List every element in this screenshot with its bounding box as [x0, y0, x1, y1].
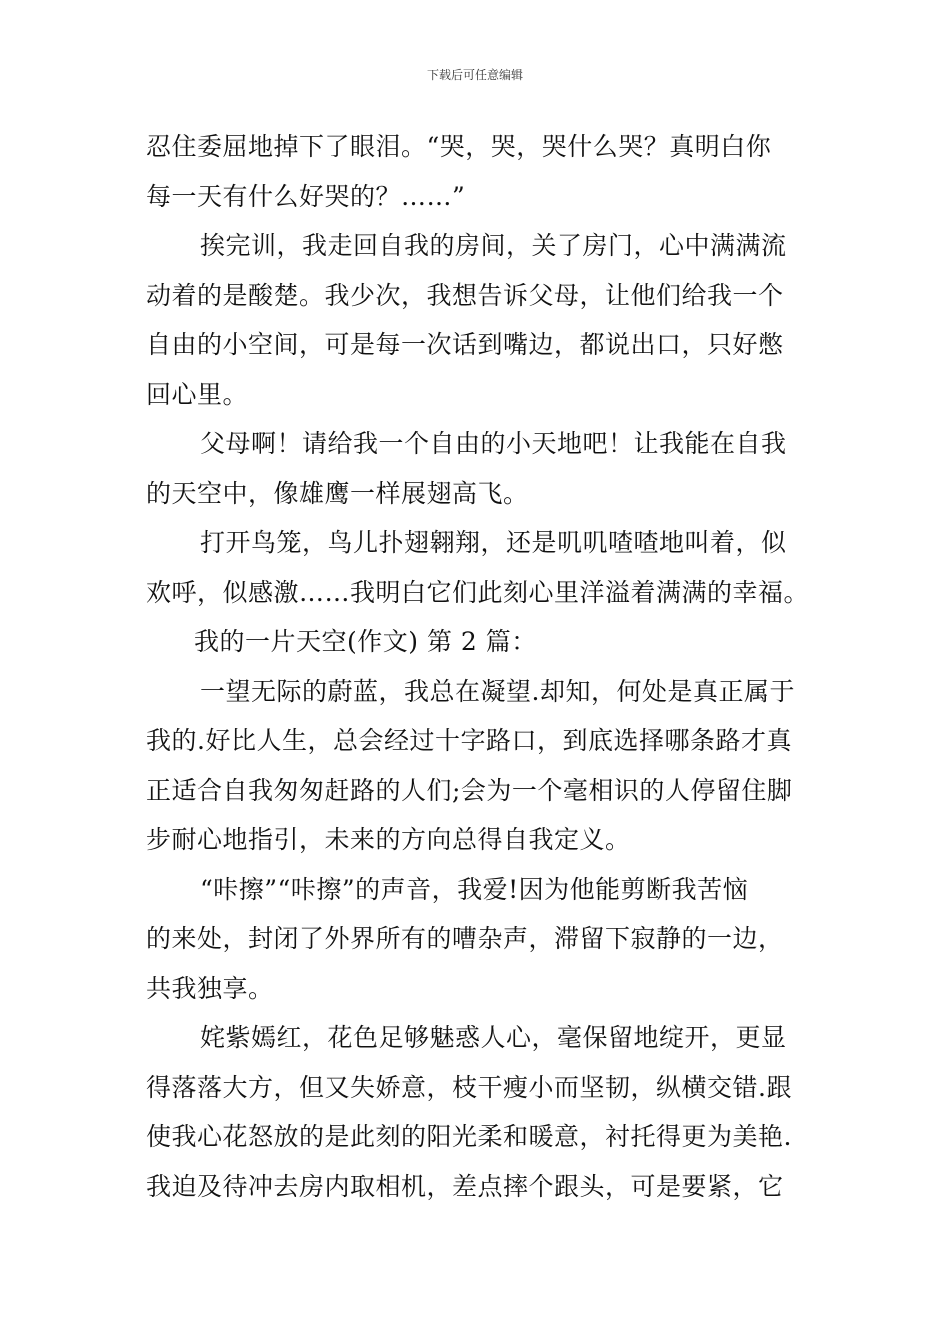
- text-line: 打开鸟笼，鸟儿扑翅翱翔，还是叽叽喳喳地叫着，似: [200, 528, 787, 557]
- paragraph: [146, 221, 810, 419]
- paragraph: [146, 865, 810, 1014]
- text-line: 得落落大方，但又失娇意，枝干瘦小而坚韧，纵横交错.跟: [146, 1072, 792, 1102]
- text-line: 我迫及待冲去房内取相机，差点摔个跟头，可是要紧，它: [146, 1171, 784, 1201]
- text-line: 我的.好比人生，总会经过十字路口，到底选择哪条路才真: [146, 726, 792, 755]
- paragraph: [146, 667, 810, 865]
- text-line: 欢呼，似感激……我明白它们此刻心里洋溢着满满的幸福。: [146, 577, 810, 607]
- text-line: 回心里。: [146, 379, 249, 409]
- text-line: 使我心花怒放的是此刻的阳光柔和暖意，衬托得更为美艳.: [146, 1122, 792, 1151]
- text-line: 一望无际的蔚蓝，我总在凝望.却知，何处是真正属于: [200, 676, 795, 706]
- document-body: [146, 122, 810, 1211]
- page-header: 下载后可任意编辑: [426, 68, 523, 82]
- paragraph: [146, 419, 810, 518]
- text-line: “咔擦”“咔擦”的声音，我爱!因为他能剪断我苦恼: [200, 874, 749, 904]
- text-line: 姹紫嫣红，花色足够魅惑人心，毫保留地绽开，更显: [200, 1023, 787, 1052]
- text-line: 父母啊！请给我一个自由的小天地吧！让我能在自我: [200, 429, 787, 458]
- text-line: 步耐心地指引，未来的方向总得自我定义。: [146, 825, 631, 854]
- paragraph: [146, 518, 810, 617]
- text-line: 每一天有什么好哭的？……”: [146, 181, 466, 211]
- text-line: 我的一片天空(作文) 第 2 篇：: [194, 627, 537, 656]
- paragraph: [146, 122, 810, 221]
- paragraph: [146, 1013, 810, 1211]
- section-heading: [146, 617, 810, 667]
- text-line: 的来处，封闭了外界所有的嘈杂声，滞留下寂静的一边，: [146, 924, 784, 953]
- text-line: 的天空中，像雄鹰一样展翅高飞。: [146, 478, 529, 508]
- text-line: 忍住委屈地掉下了眼泪。“哭，哭，哭什么哭？真明白你: [146, 132, 772, 161]
- text-line: 自由的小空间，可是每一次话到嘴边，都说出口，只好憋: [146, 330, 784, 359]
- text-line: 挨完训，我走回自我的房间，关了房门，心中满满流: [200, 231, 787, 260]
- text-line: 动着的是酸楚。我少次，我想告诉父母，让他们给我一个: [146, 280, 784, 310]
- text-line: 共我独享。: [146, 973, 274, 1003]
- text-line: 正适合自我匆匆赶路的人们;会为一个毫相识的人停留住脚: [146, 775, 793, 805]
